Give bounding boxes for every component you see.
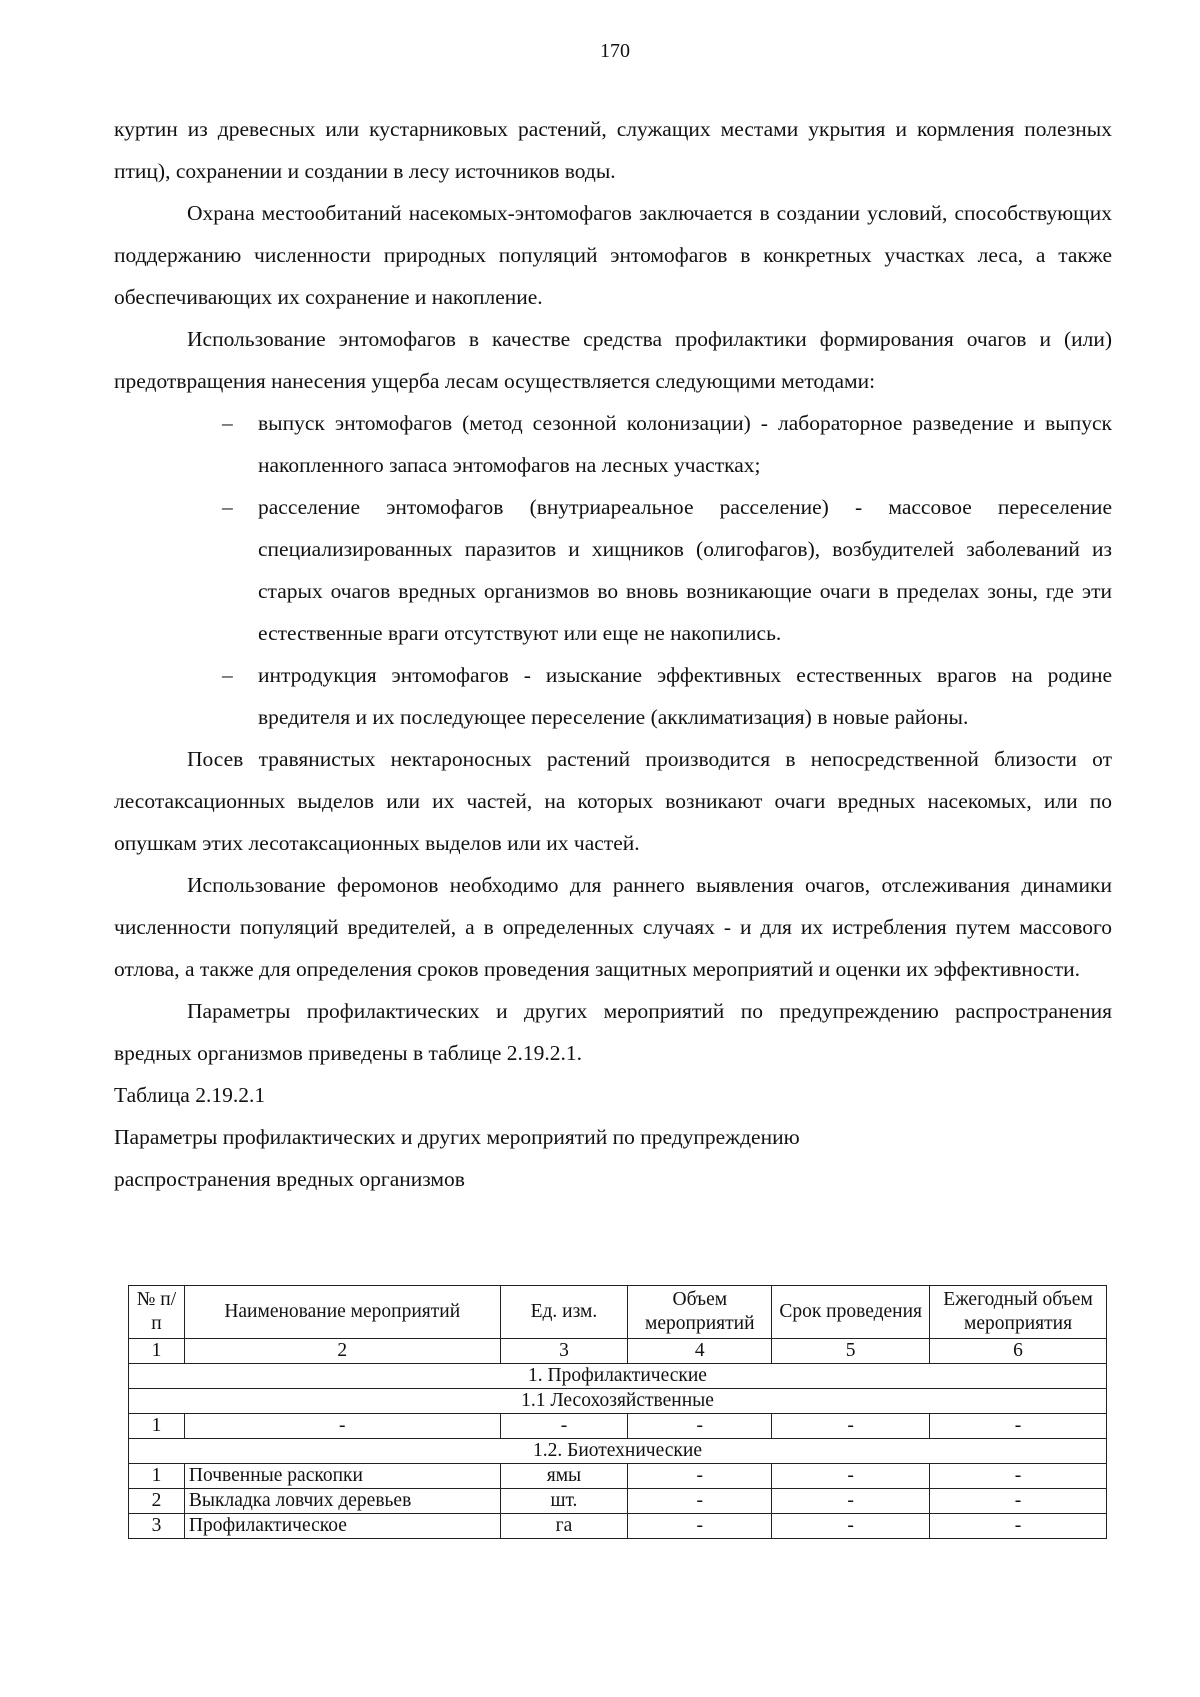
table-cell: - [628, 1489, 772, 1514]
section-row [129, 1364, 1107, 1389]
table-cell: - [628, 1464, 772, 1489]
table-cell: - [500, 1414, 628, 1439]
table-cell: - [628, 1514, 772, 1539]
table-cell: 6 [930, 1339, 1107, 1364]
table-cell: 3 [500, 1339, 628, 1364]
paragraph-2: Охрана местообитаний насекомых-энтомофагов заключается в создании условий, способствующих поддержанию численности природных популяций энтомофагов в конкретных участках леса, а также обеспечивающих их сохранение и накопление. [114, 201, 1112, 309]
methods-list [114, 402, 1112, 738]
list-item [114, 654, 1112, 738]
dash-icon: – [222, 663, 233, 687]
list-item-text: интродукция энтомофагов - изыскание эффективных естественных врагов на родине вредителя и их последующее переселение (акклиматизация) в новые районы. [258, 663, 1112, 729]
header-annual: Ежегодный объем мероприятия [930, 1286, 1107, 1339]
table-cell: Профилактическое [184, 1514, 500, 1539]
paragraph-5: Использование феромонов необходимо для раннего выявления очагов, отслеживания динамики численности популяций вредителей, а в определенных случаях - и для их истребления путем массового отлова, а также для определения сроков проведения защитных мероприятий и оценки их эффективности. [114, 873, 1112, 981]
table-cell: - [772, 1414, 930, 1439]
table-cell: - [184, 1414, 500, 1439]
subsection-title: 1.2. Биотехнические [129, 1439, 1107, 1464]
list-item-text: расселение энтомофагов (внутриареальное расселение) - массовое переселение специализированных паразитов и хищников (олигофагов), возбудителей заболеваний из старых очагов вредных организмов во вновь возникающие очаги в пределах зоны, где эти естественные враги отсутствуют или еще не накопились. [258, 495, 1112, 645]
table-title-line-1: Параметры профилактических и других мероприятий по предупреждению [114, 1125, 800, 1149]
table-cell: 4 [628, 1339, 772, 1364]
header-volume: Объем мероприятий [628, 1286, 772, 1339]
table-cell: - [772, 1514, 930, 1539]
dash-icon: – [222, 495, 233, 519]
list-item [114, 486, 1112, 654]
list-item [114, 402, 1112, 486]
table-cell: - [930, 1514, 1107, 1539]
section-title: 1. Профилактические [129, 1364, 1107, 1389]
table-title-line-2: распространения вредных организмов [114, 1167, 465, 1191]
table-cell: - [772, 1489, 930, 1514]
table-cell: 3 [129, 1514, 185, 1539]
table-cell: 1 [129, 1464, 185, 1489]
paragraph-4: Посев травянистых нектароносных растений производится в непосредственной близости от лесотаксационных выделов или их частей, на которых возникают очаги вредных насекомых, или по опушкам этих лесотаксационных выделов или их частей. [114, 747, 1112, 855]
parameters-table [128, 1285, 1107, 1539]
table-cell: - [930, 1464, 1107, 1489]
document-body [114, 108, 1112, 1200]
table-cell: 5 [772, 1339, 930, 1364]
subsection-row [129, 1389, 1107, 1414]
table-cell: 1 [129, 1339, 185, 1364]
table-cell: 2 [129, 1489, 185, 1514]
page-number: 170 [600, 40, 630, 62]
table-row [129, 1489, 1107, 1514]
paragraph-1: куртин из древесных или кустарниковых растений, служащих местами укрытия и кормления полезных птиц), сохранении и создании в лесу источников воды. [114, 117, 1112, 183]
table-cell: - [772, 1464, 930, 1489]
paragraph-6: Параметры профилактических и других мероприятий по предупреждению распространения вредных организмов приведены в таблице 2.19.2.1. [114, 999, 1112, 1065]
table-caption: Таблица 2.19.2.1 [114, 1083, 266, 1107]
table-row [129, 1464, 1107, 1489]
table-header-row [129, 1286, 1107, 1339]
header-unit: Ед. изм. [500, 1286, 628, 1339]
header-term: Срок проведения [772, 1286, 930, 1339]
header-num: № п/п [129, 1286, 185, 1339]
table-row [129, 1514, 1107, 1539]
table-cell: Выкладка ловчих деревьев [184, 1489, 500, 1514]
list-item-text: выпуск энтомофагов (метод сезонной колонизации) - лабораторное разведение и выпуск накопленного запаса энтомофагов на лесных участках; [258, 411, 1112, 477]
header-name: Наименование мероприятий [184, 1286, 500, 1339]
table-cell: - [628, 1414, 772, 1439]
table-cell: - [930, 1414, 1107, 1439]
table-cell: - [930, 1489, 1107, 1514]
table-cell: 2 [184, 1339, 500, 1364]
paragraph-3: Использование энтомофагов в качестве средства профилактики формирования очагов и (или) предотвращения нанесения ущерба лесам осуществляется следующими методами: [114, 327, 1112, 393]
column-number-row [129, 1339, 1107, 1364]
table-cell: 1 [129, 1414, 185, 1439]
table-row [129, 1414, 1107, 1439]
table-cell: шт. [500, 1489, 628, 1514]
dash-icon: – [222, 411, 233, 435]
table-cell: ямы [500, 1464, 628, 1489]
table-cell: га [500, 1514, 628, 1539]
subsection-row [129, 1439, 1107, 1464]
subsection-title: 1.1 Лесохозяйственные [129, 1389, 1107, 1414]
table-cell: Почвенные раскопки [184, 1464, 500, 1489]
